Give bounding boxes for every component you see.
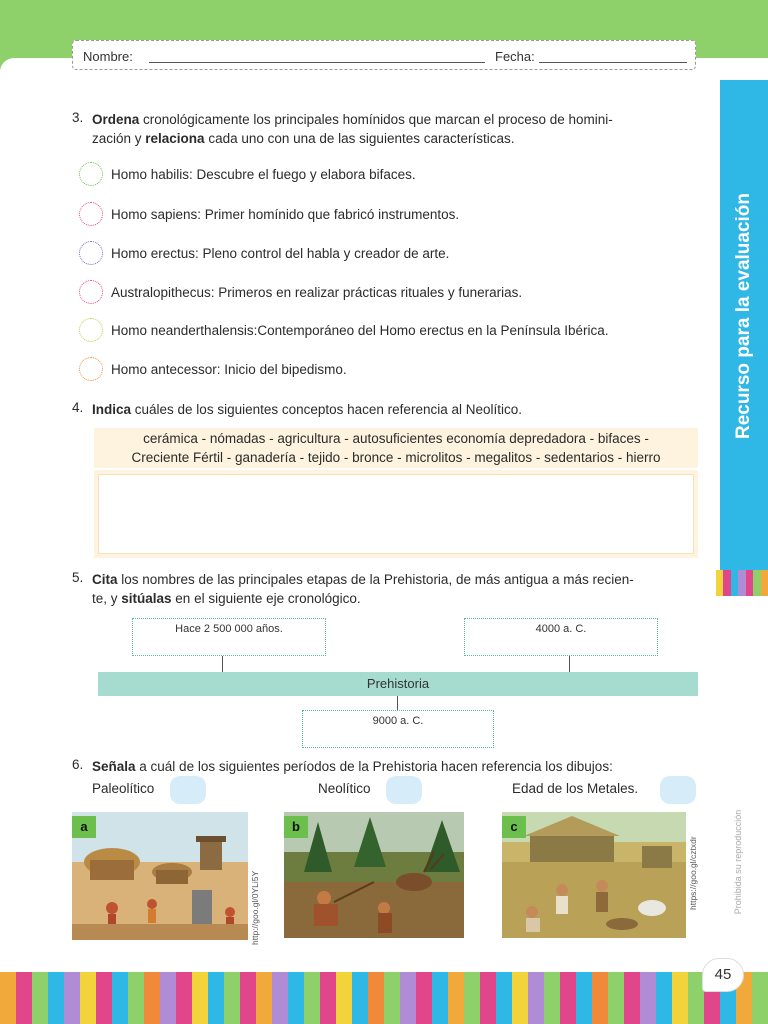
q3-item <box>79 357 347 381</box>
footer-stripe <box>512 972 528 1024</box>
name-label: Nombre: <box>83 49 133 64</box>
footer-stripe <box>256 972 272 1024</box>
footer-stripe <box>48 972 64 1024</box>
prehistoria-bar: Prehistoria <box>98 672 698 696</box>
footer-stripe <box>128 972 144 1024</box>
side-tab-title: Recurso para la evaluación <box>733 192 754 440</box>
answer-circle[interactable] <box>79 241 103 265</box>
timeline-box-1[interactable] <box>132 618 326 656</box>
timeline-tick <box>397 696 398 710</box>
q3-item <box>79 162 416 186</box>
q4-verb-indica: Indica <box>92 402 132 417</box>
q3-item-label: Homo habilis: Descubre el fuego y elabora bifaces. <box>111 166 416 182</box>
footer-stripe <box>592 972 608 1024</box>
footer-stripe <box>608 972 624 1024</box>
footer-stripe <box>480 972 496 1024</box>
period-metales: Edad de los Metales. <box>512 781 639 796</box>
footer-stripe <box>144 972 160 1024</box>
footer-stripe <box>496 972 512 1024</box>
footer-stripe <box>336 972 352 1024</box>
q3-instruction: Ordena cronológicamente los principales homínidos que marcan el proceso de homini- zación y relaciona cada uno con una de las siguientes características. <box>92 112 613 146</box>
footer-stripe <box>208 972 224 1024</box>
name-date-box <box>72 40 696 70</box>
q3-item-label: Australopithecus: Primeros en realizar prácticas rituales y funerarias. <box>111 284 523 300</box>
footer-stripe <box>320 972 336 1024</box>
q3-item <box>79 202 459 226</box>
q3-item <box>79 318 609 342</box>
timeline-tick <box>222 656 223 672</box>
footer-stripe <box>368 972 384 1024</box>
footer-stripe <box>16 972 32 1024</box>
footer-stripe <box>624 972 640 1024</box>
timeline-date-2: 4000 a. C. <box>535 623 587 635</box>
footer-stripe <box>272 972 288 1024</box>
q6-verb-senala: Señala <box>92 759 136 774</box>
footer-stripe <box>576 972 592 1024</box>
q3-item-label: Homo neanderthalensis:Contemporáneo del Homo erectus en la Península Ibérica. <box>111 322 609 338</box>
q3-item-label: Homo sapiens: Primer homínido que fabricó instrumentos. <box>111 206 460 222</box>
footer-stripe <box>176 972 192 1024</box>
footer-stripe <box>112 972 128 1024</box>
footer-stripe <box>560 972 576 1024</box>
footer-stripe <box>192 972 208 1024</box>
date-field[interactable] <box>539 62 687 63</box>
q5-verb-cita: Cita <box>92 572 118 587</box>
q5-verb-situalas: sitúalas <box>121 591 172 606</box>
concepts-line-1: cerámica - nómadas - agricultura - autosuficientes economía depredadora - bifaces - <box>143 431 649 446</box>
side-stripes <box>716 570 768 596</box>
name-field[interactable] <box>149 62 485 63</box>
q3-item <box>79 241 449 265</box>
footer-stripe <box>416 972 432 1024</box>
answer-circle[interactable] <box>79 280 103 304</box>
q3-item <box>79 280 522 304</box>
answer-oval-paleolitico[interactable] <box>170 776 206 804</box>
period-neolitico: Neolítico <box>318 781 371 796</box>
illustration-c-credit: https://goo.gl/cztxdr <box>688 836 698 910</box>
answer-oval-metales[interactable] <box>660 776 696 804</box>
concepts-line-2: Creciente Fértil - ganadería - tejido - bronce - microlitos - megalitos - sedentarios - hierro <box>131 450 661 465</box>
q4-answer-box <box>94 470 698 558</box>
footer-stripe <box>352 972 368 1024</box>
illustration-b <box>284 812 464 938</box>
answer-circle[interactable] <box>79 318 103 342</box>
footer-stripe <box>432 972 448 1024</box>
page-number: 45 <box>702 958 744 992</box>
answer-circle[interactable] <box>79 357 103 381</box>
period-paleolitico: Paleolítico <box>92 781 155 796</box>
footer-stripes <box>0 972 768 1024</box>
footer-stripe <box>752 972 768 1024</box>
footer-stripe <box>288 972 304 1024</box>
footer-stripe <box>528 972 544 1024</box>
reproduction-note: Prohibida su reproducción <box>733 809 743 915</box>
q3-item-label: Homo erectus: Pleno control del habla y creador de arte. <box>111 245 450 261</box>
footer-stripe <box>160 972 176 1024</box>
q4-answer-area[interactable] <box>98 474 694 554</box>
timeline-date-1: Hace 2 500 000 años. <box>175 623 283 635</box>
illustration-c <box>502 812 686 938</box>
footer-stripe <box>464 972 480 1024</box>
hunting-illustration <box>284 812 464 938</box>
timeline-tick <box>569 656 570 672</box>
concepts-box <box>94 428 698 468</box>
footer-stripe <box>224 972 240 1024</box>
answer-oval-neolitico[interactable] <box>386 776 422 804</box>
date-label: Fecha: <box>495 49 535 64</box>
q3-number: 3. <box>72 110 84 125</box>
footer-stripe <box>32 972 48 1024</box>
q3-verb-relaciona: relaciona <box>145 131 205 146</box>
q4-instruction: Indica cuáles de los siguientes conceptos hacen referencia al Neolítico. <box>92 402 522 417</box>
q6-instruction: Señala a cuál de los siguientes períodos de la Prehistoria hacen referencia los dibujos: <box>92 759 613 774</box>
footer-stripe <box>544 972 560 1024</box>
answer-circle[interactable] <box>79 202 103 226</box>
footer-stripe <box>384 972 400 1024</box>
illustration-c-badge: c <box>502 816 526 838</box>
illustration-a <box>72 812 248 940</box>
timeline-date-3: 9000 a. C. <box>372 715 424 727</box>
q3-verb-ordena: Ordena <box>92 112 140 127</box>
footer-stripe <box>656 972 672 1024</box>
footer-stripe <box>304 972 320 1024</box>
farming-illustration <box>502 812 686 938</box>
footer-stripe <box>64 972 80 1024</box>
footer-stripe <box>0 972 16 1024</box>
timeline-box-2[interactable] <box>464 618 658 656</box>
illustration-a-credit: http://goo.gl/0YLi5Y <box>250 870 260 945</box>
footer-stripe <box>240 972 256 1024</box>
q5-instruction: Cita los nombres de las principales etapas de la Prehistoria, de más antigua a más recien- te, y sitúalas en el siguiente eje cronológico. <box>92 572 634 606</box>
q6-number: 6. <box>72 757 84 772</box>
answer-circle[interactable] <box>79 162 103 186</box>
footer-stripe <box>640 972 656 1024</box>
q5-number: 5. <box>72 570 84 585</box>
footer-stripe <box>80 972 96 1024</box>
illustration-a-badge: a <box>72 816 96 838</box>
village-illustration <box>72 812 248 940</box>
footer-stripe <box>448 972 464 1024</box>
timeline-box-3[interactable] <box>302 710 494 748</box>
q4-number: 4. <box>72 400 84 415</box>
footer-stripe <box>672 972 688 1024</box>
footer-stripe <box>400 972 416 1024</box>
footer-stripe <box>96 972 112 1024</box>
q3-item-label: Homo antecessor: Inicio del bipedismo. <box>111 361 347 377</box>
illustration-b-badge: b <box>284 816 308 838</box>
